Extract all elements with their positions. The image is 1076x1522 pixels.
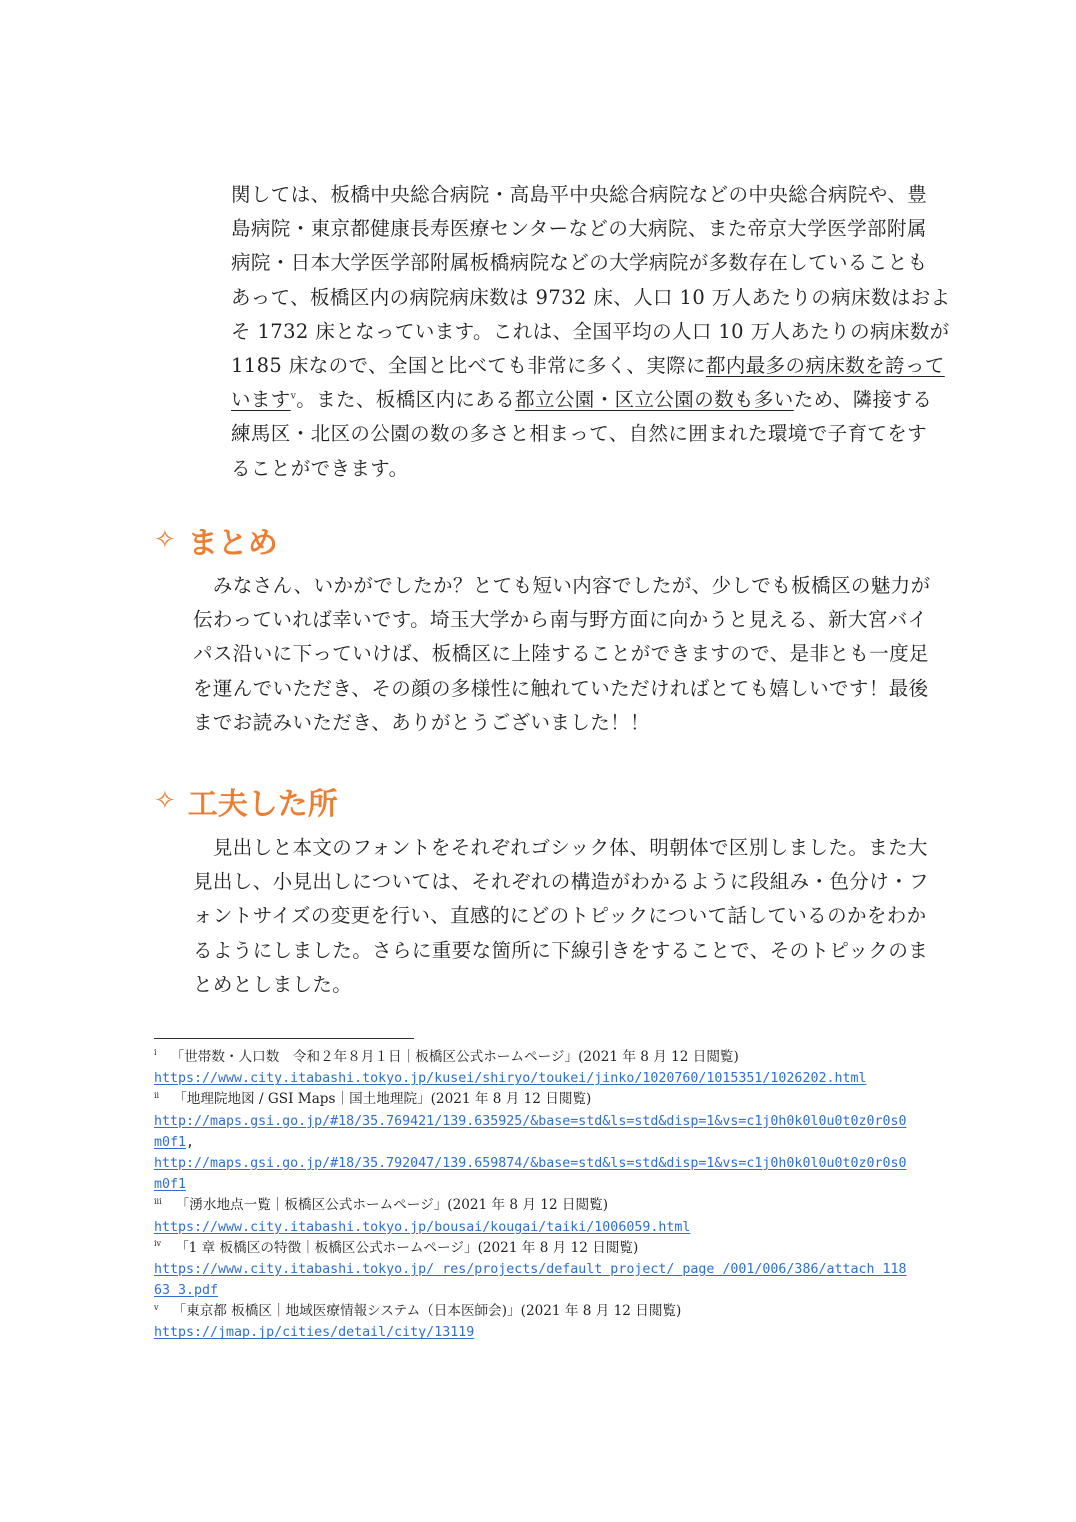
link-text[interactable]: m0f1 [154, 1134, 187, 1150]
footnote-link[interactable]: https://www.city.itabashi.tokyo.jp/_res/projects/default_project/_page_/001/006/386/attach_118 [154, 1261, 907, 1277]
body-line [231, 349, 945, 383]
sparkle-icon: ✧ [154, 786, 176, 816]
body-line: 見出しと本文のフォントをそれぞれゴシック体、明朝体で区別しました。また大 [193, 836, 928, 859]
heading-title: まとめ [187, 526, 278, 561]
body-line: 練馬区・北区の公園の数の多さと相まって、自然に囲まれた環境で子育てをす [231, 422, 928, 446]
body-line: を運んでいただき、その顔の多様性に触れていただければとても嬉しいです！最後 [193, 676, 929, 700]
section-heading-summary [154, 518, 278, 562]
footnote-separator [154, 1038, 414, 1039]
footnote-text: 「東京都 板橋区｜地域医療情報システム（日本医師会)」(2021 年 8 月 12 日閲覧) [172, 1303, 682, 1320]
footnote-title [154, 1301, 924, 1322]
body-line: パス沿いに下っていけば、板橋区に上陸することができますので、是非とも一度足 [193, 642, 929, 666]
footnote-text: 「世帯数・人口数 令和２年８月１日｜板橋区公式ホームページ」(2021 年 8 月 12 日閲覧) [170, 1049, 739, 1065]
summary-paragraph [193, 569, 931, 740]
footnotes [154, 1047, 924, 1344]
footnote-title [154, 1238, 924, 1259]
footnote-mark: v [154, 1302, 159, 1312]
body-line: 伝わっていれば幸いです。埼玉大学から南与野方面に向かうと見える、新大宮バイ [193, 608, 928, 632]
footnote-link[interactable]: http://maps.gsi.go.jp/#18/35.792047/139.659874/&base=std&ls=std&disp=1&vs=c1j0h0k0l0u0t0z0r0s0 [154, 1155, 907, 1171]
footnote-title [154, 1047, 924, 1068]
body-line: あって、板橋区内の病院病床数は 9732 床、人口 10 万人あたりの病床数はおよ [231, 285, 951, 309]
body-line: とめとしました。 [193, 972, 353, 996]
body-line: 見出し、小見出しについては、それぞれの構造がわかるように段組み・色分け・フ [193, 870, 929, 894]
body-line: 島病院・東京都健康長寿医療センターなどの大病院、また帝京大学医学部附属 [231, 217, 927, 241]
effort-paragraph [193, 831, 929, 1002]
footnote-link-continued[interactable] [154, 1132, 924, 1153]
footnote-link[interactable]: https://jmap.jp/cities/detail/city/13119 [154, 1325, 475, 1341]
footnote-title [154, 1195, 924, 1216]
body-line: るようにしました。さらに重要な箇所に下線引きをすることで、そのトピックのま [193, 938, 929, 962]
footnote-link[interactable]: https://www.city.itabashi.tokyo.jp/kusei/shiryo/toukei/jinko/1020760/1015351/1026202.html [154, 1071, 867, 1087]
footnote-mark: iv [154, 1239, 162, 1249]
body-text: ため、隣接する [793, 388, 933, 412]
footnote-text: 「1 章 板橋区の特徴｜板橋区公式ホームページ」(2021 年 8 月 12 日閲覧) [175, 1239, 639, 1256]
footnote-mark: i [154, 1048, 157, 1058]
footnote-link[interactable]: https://www.city.itabashi.tokyo.jp/bousai/kougai/taiki/1006059.html [154, 1219, 691, 1235]
footnote-link-continued[interactable]: 63_3.pdf [154, 1283, 219, 1299]
footnote-text: 「地理院地図 / GSI Maps｜国土地理院」(2021 年 8 月 12 日閲覧) [173, 1091, 592, 1108]
sparkle-icon: ✧ [154, 525, 176, 555]
body-line: ォントサイズの変更を行い、直感的にどのトピックについて話しているのかをわか [193, 904, 927, 928]
footnote-link[interactable]: http://maps.gsi.go.jp/#18/35.769421/139.635925/&base=std&ls=std&disp=1&vs=c1j0h0k0l0u0t0z0r0s0 [154, 1113, 907, 1129]
section-heading-effort [154, 779, 338, 823]
body-line: までお読みいただき、ありがとうございました！！ [193, 710, 650, 734]
footnote-reference[interactable]: v [290, 391, 297, 402]
body-line: 病院・日本大学医学部附属板橋病院などの大学病院が多数存在していることも [231, 251, 928, 275]
body-line [231, 383, 933, 417]
body-line: みなさん、いかがでしたか？とても短い内容でしたが、少しでも板橋区の魅力が [193, 574, 931, 597]
underlined-text: 都内最多の病床数を誇って [705, 353, 945, 377]
link-separator: , [186, 1134, 195, 1150]
footnote-text: 「湧水地点一覧｜板橋区公式ホームページ」(2021 年 8 月 12 日閲覧) [175, 1197, 609, 1214]
heading-title: 工夫した所 [187, 787, 338, 822]
body-text: 1185 床なので、全国と比べても非常に多く、実際に [231, 353, 706, 377]
intro-paragraph [231, 178, 951, 486]
body-line: ることができます。 [231, 456, 409, 480]
footnote-mark: iii [154, 1196, 162, 1206]
underlined-text: 都立公園・区立公園の数も多い [515, 388, 794, 412]
body-line: そ 1732 床となっています。これは、全国平均の人口 10 万人あたりの病床数が [231, 319, 950, 343]
footnote-mark: ii [154, 1090, 160, 1100]
body-text: 。また、板橋区内にある [296, 388, 516, 412]
body-line: 関しては、板橋中央総合病院・高島平中央総合病院などの中央総合病院や、豊 [231, 183, 928, 206]
footnote-title [154, 1089, 924, 1110]
footnote-link-continued[interactable]: m0f1 [154, 1177, 187, 1193]
underlined-text: います [231, 388, 291, 412]
